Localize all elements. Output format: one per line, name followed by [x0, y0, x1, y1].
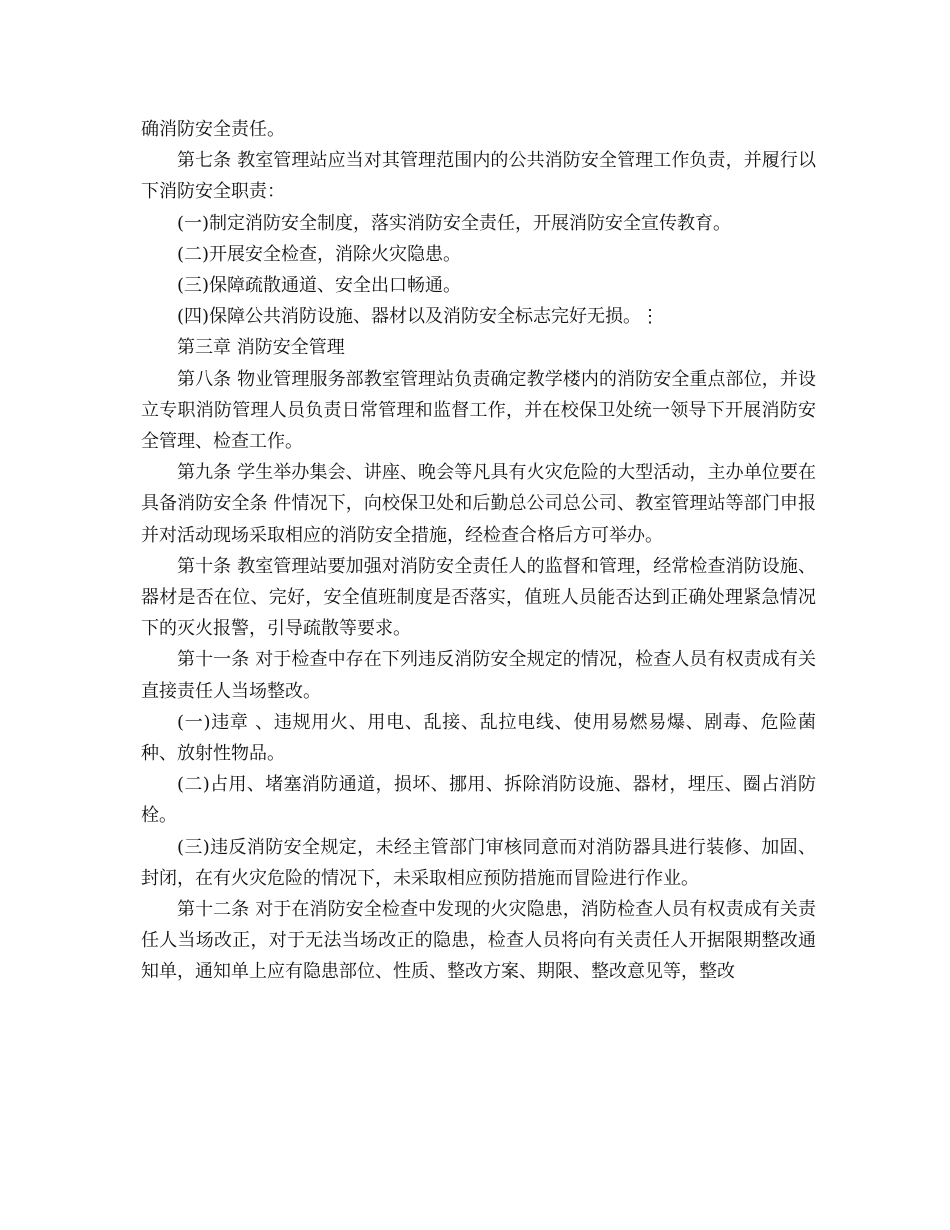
paragraph: (四)保障公共消防设施、器材以及消防安全标志完好无损。⋮: [177, 306, 660, 328]
paragraph: (二)开展安全检查，消除火灾隐患。: [177, 243, 462, 265]
paragraph: (二)占用、堵塞消防通道，损坏、挪用、拆除消防设施、器材，埋压、圈占消防栓。: [141, 774, 816, 827]
paragraph: (三)保障疏散通道、安全出口畅通。: [177, 275, 462, 297]
paragraph: 第七条 教室管理站应当对其管理范围内的公共消防安全管理工作负责，并履行以下消防安全职责：: [141, 150, 816, 203]
paragraph: (一)违章 、违规用火、用电、乱接、乱拉电线、使用易燃易爆、剧毒、危险菌种、放射性物品。: [141, 711, 816, 765]
paragraph: (三)违反消防安全规定，未经主管部门审核同意而对消防器具进行装修、加固、封闭，在有火灾危险的情况下，未采取相应预防措施而冒险进行作业。: [141, 836, 816, 889]
paragraph: 第八条 物业管理服务部教室管理站负责确定教学楼内的消防安全重点部位，并设立专职消防管理人员负责日常管理和监督工作，并在校保卫处统一领导下开展消防安全管理、检查工作。: [141, 368, 816, 453]
paragraph: (一)制定消防安全制度，落实消防安全责任，开展消防安全宣传教育。: [177, 212, 732, 234]
paragraph: 第十一条 对于检查中存在下列违反消防安全规定的情况，检查人员有权责成有关直接责任人当场整改。: [141, 649, 816, 702]
paragraph: 第十二条 对于在消防安全检查中发现的火灾隐患，消防检查人员有权责成有关责任人当场改正，对于无法当场改正的隐患，检查人员将向有关责任人开据限期整改通知单，通知单上应有隐患部位、性质、整改方案、期限、整改意见等，整改: [141, 899, 816, 983]
paragraph: 确消防安全责任。: [141, 119, 285, 140]
document-body: [141, 114, 816, 988]
paragraph: 第十条 教室管理站要加强对消防安全责任人的监督和管理，经常检查消防设施、器材是否在位、完好，安全值班制度是否落实，值班人员能否达到正确处理紧急情况下的灭火报警，引导疏散等要求。: [141, 555, 816, 640]
chapter-heading: 第三章 消防安全管理: [177, 337, 345, 359]
paragraph: 第九条 学生举办集会、讲座、晚会等凡具有火灾危险的大型活动，主办单位要在具备消防安全条 件情况下，向校保卫处和后勤总公司总公司、教室管理站等部门申报并对活动现场采取相应的消防安全措施，经检查合格后方可举办。: [141, 462, 816, 546]
